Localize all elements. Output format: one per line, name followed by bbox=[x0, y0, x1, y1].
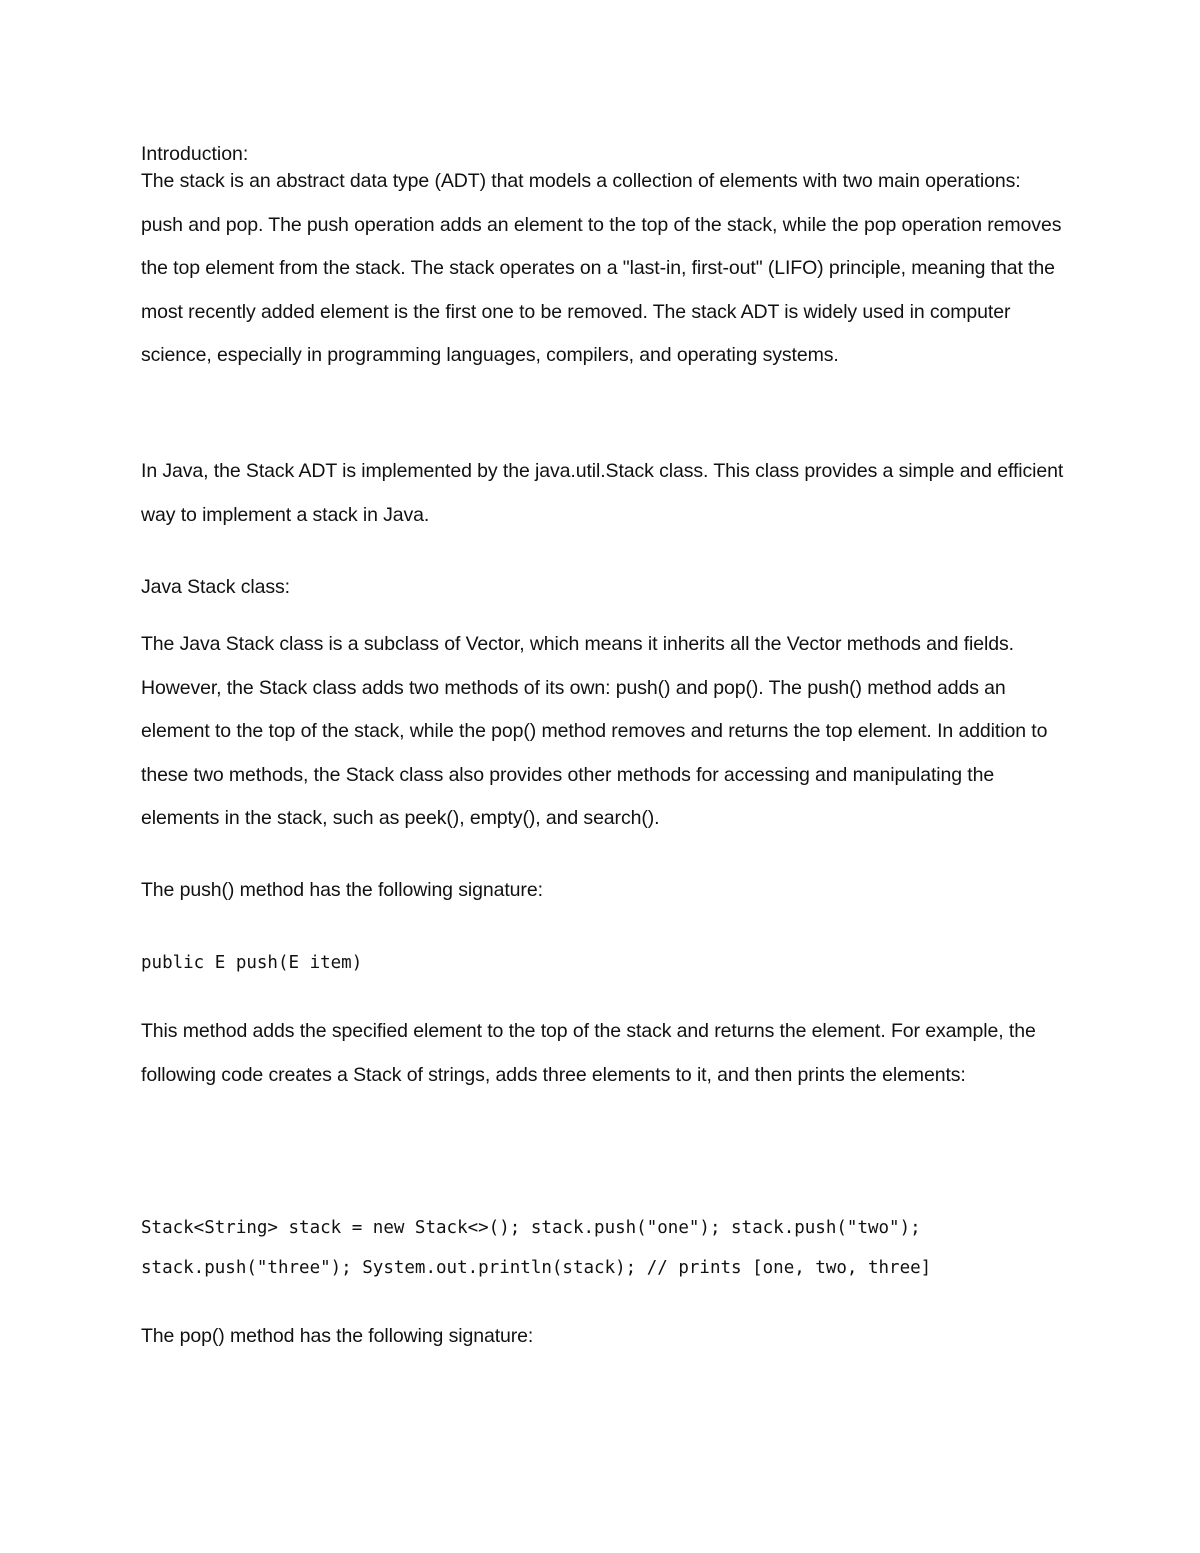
intro-paragraph: The stack is an abstract data type (ADT) that models a collection of elements with two main operations: push and pop. The push operation adds an element to the top of the stack, while the pop operation removes the top element from the stack. The stack operates on a "last-in, first-out" (LIFO) principle, meaning that the most recently added element is the first one to be removed. The stack ADT is widely used in computer science, especially in programming languages, compilers, and operating systems. bbox=[141, 170, 1062, 366]
example-code-block: Stack<String> stack = new Stack<>(); stack.push("one"); stack.push("two"); stack.push("three"); System.out.println(stack); // prints [one, two, three] bbox=[141, 1218, 932, 1278]
intro-heading: Introduction: bbox=[141, 143, 249, 165]
stack-class-heading: Java Stack class: bbox=[141, 576, 290, 598]
java-paragraph: In Java, the Stack ADT is implemented by the java.util.Stack class. This class provides a simple and efficient way to implement a stack in Java. bbox=[141, 460, 1064, 526]
push-description: This method adds the specified element to the top of the stack and returns the element. For example, the following code creates a Stack of strings, adds three elements to it, and then prints the elements: bbox=[141, 1020, 1036, 1086]
push-signature-code: public E push(E item) bbox=[141, 953, 363, 973]
push-signature-intro: The push() method has the following signature: bbox=[141, 879, 543, 901]
stack-class-paragraph: The Java Stack class is a subclass of Vector, which means it inherits all the Vector methods and fields. However, the Stack class adds two methods of its own: push() and pop(). The push() method adds an element to the top of the stack, while the pop() method removes and returns the top element. In addition to these two methods, the Stack class also provides other methods for accessing and manipulating the elements in the stack, such as peek(), empty(), and search(). bbox=[141, 633, 1048, 829]
pop-signature-intro: The pop() method has the following signature: bbox=[141, 1325, 534, 1347]
